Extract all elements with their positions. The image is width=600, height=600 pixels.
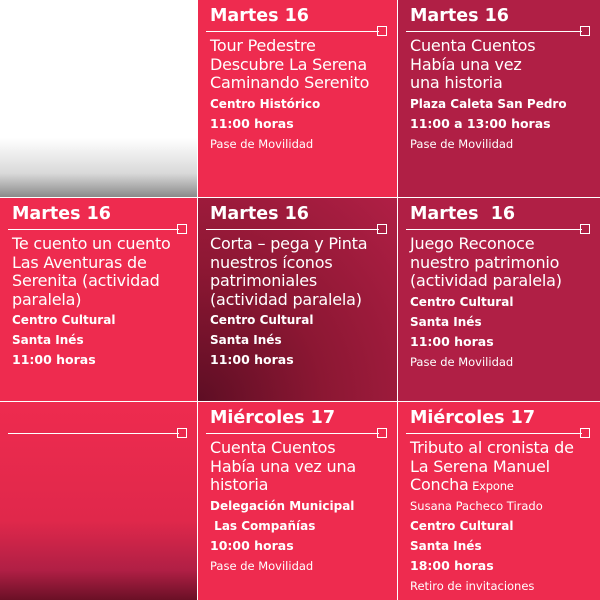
- event-card: [198, 0, 397, 197]
- event-time: 11:00 horas: [12, 352, 96, 367]
- event-note: Retiro de invitaciones: [410, 578, 535, 593]
- event-time: 11:00 horas: [210, 352, 294, 367]
- event-title-line: una historia: [410, 73, 503, 92]
- event-title-line: Juego Reconoce: [410, 234, 535, 253]
- divider: [206, 31, 379, 32]
- event-title: [410, 37, 596, 93]
- event-card: [198, 198, 397, 401]
- event-note: Pase de Movilidad: [210, 558, 314, 573]
- event-title-line: Corta – pega y Pinta: [210, 234, 368, 253]
- event-title-line: nuestros íconos: [210, 252, 333, 272]
- divider: [406, 433, 582, 434]
- event-place: Santa Inés: [410, 314, 482, 329]
- event-time: 10:00 horas: [210, 537, 294, 553]
- event-title-line: La Serena Manuel: [410, 456, 550, 476]
- event-presenter: Susana Pacheco Tirado: [410, 498, 543, 513]
- event-card: [398, 198, 600, 401]
- square-outline-icon: [177, 428, 187, 438]
- event-time: 18:00 horas: [410, 557, 494, 573]
- event-title-line: (actividad paralela): [410, 271, 562, 290]
- event-title-line: Serenita (actividad: [12, 271, 160, 290]
- event-date: Miércoles 17: [410, 408, 536, 428]
- square-outline-icon: [377, 428, 387, 438]
- event-place: Centro Histórico: [210, 96, 321, 111]
- square-outline-icon: [580, 26, 590, 36]
- event-place: Santa Inés: [12, 333, 84, 347]
- event-place: Centro Cultural: [410, 518, 514, 533]
- event-title-text: Concha: [410, 475, 469, 494]
- event-title-line: [410, 476, 596, 496]
- event-title-line: Tributo al cronista de: [410, 438, 574, 457]
- event-card: [0, 198, 197, 401]
- event-title: [210, 235, 393, 309]
- square-outline-icon: [177, 224, 187, 234]
- event-title-line: nuestro patrimonio: [410, 252, 560, 272]
- event-note: Pase de Movilidad: [210, 136, 314, 151]
- event-note: Pase de Movilidad: [410, 354, 514, 369]
- blank-tile-top-left: [0, 0, 197, 197]
- event-time: 11:00 horas: [410, 333, 494, 349]
- event-place: Plaza Caleta San Pedro: [410, 96, 567, 111]
- event-date: Martes 16: [210, 204, 309, 224]
- event-place: Centro Cultural: [12, 313, 116, 327]
- event-title-line: Te cuento un cuento: [12, 234, 171, 253]
- divider: [8, 229, 179, 230]
- event-date: Martes 16: [410, 6, 509, 26]
- event-title-line: historia: [210, 475, 269, 494]
- square-outline-icon: [580, 428, 590, 438]
- event-time: 11:00 horas: [210, 115, 294, 131]
- event-title-line: paralela): [12, 289, 82, 309]
- square-outline-icon: [377, 224, 387, 234]
- blank-tile-bottom-left: [0, 402, 197, 600]
- square-outline-icon: [580, 224, 590, 234]
- event-date: Martes 16: [410, 204, 516, 224]
- event-title-line: Descubre La Serena: [210, 54, 367, 74]
- divider: [406, 31, 582, 32]
- event-title: [12, 235, 193, 309]
- event-title-line: Caminando Serenito: [210, 73, 370, 92]
- event-title-line: (actividad paralela): [210, 289, 362, 309]
- event-title-line: Había una vez: [410, 54, 522, 74]
- event-place: Centro Cultural: [410, 294, 514, 309]
- event-title: [210, 37, 393, 93]
- event-title-line: patrimoniales: [210, 271, 318, 290]
- event-title-small-text: Expone: [468, 479, 514, 493]
- event-card: [398, 402, 600, 600]
- divider: [206, 433, 379, 434]
- event-place: Las Compañías: [210, 518, 316, 533]
- square-outline-icon: [377, 26, 387, 36]
- event-place: Santa Inés: [410, 538, 482, 553]
- event-title-line: Había una vez una: [210, 456, 356, 476]
- event-title-line: Tour Pedestre: [210, 36, 316, 55]
- divider: [8, 433, 179, 434]
- divider: [406, 229, 582, 230]
- event-card: [398, 0, 600, 197]
- event-place: Centro Cultural: [210, 313, 314, 327]
- event-title-line: Las Aventuras de: [12, 252, 147, 272]
- event-title-line: Cuenta Cuentos: [210, 438, 336, 457]
- event-date: Martes 16: [12, 204, 111, 224]
- event-title: [410, 235, 596, 291]
- event-card: [198, 402, 397, 600]
- event-title-line: Cuenta Cuentos: [410, 36, 536, 55]
- event-time: 11:00 a 13:00 horas: [410, 115, 551, 131]
- divider: [206, 229, 379, 230]
- event-place: Santa Inés: [210, 333, 282, 347]
- event-title: [210, 439, 393, 495]
- event-title: [410, 439, 596, 496]
- event-note: Pase de Movilidad: [410, 136, 514, 151]
- event-place: Delegación Municipal: [210, 498, 355, 513]
- event-date: Miércoles 17: [210, 408, 336, 428]
- event-date: Martes 16: [210, 6, 309, 26]
